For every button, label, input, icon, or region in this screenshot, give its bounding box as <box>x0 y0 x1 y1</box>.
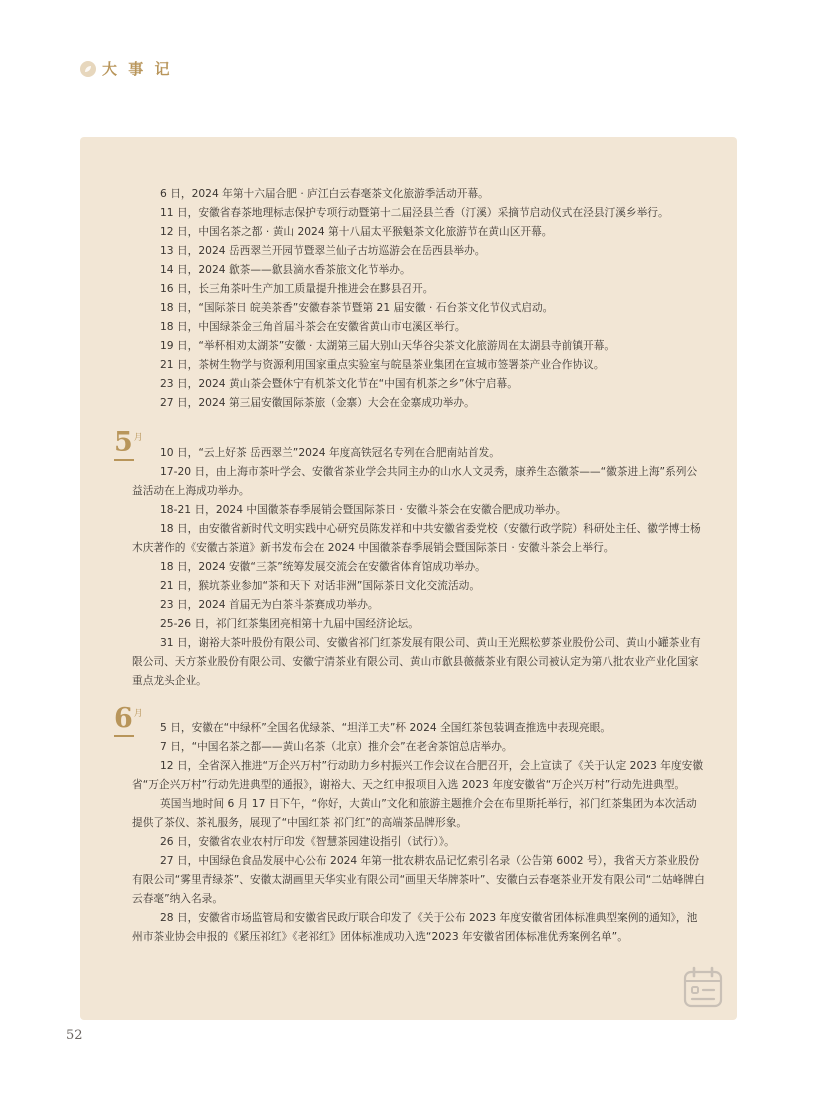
leaf-circle-icon <box>80 61 96 77</box>
event-entry: 13 日，2024 岳西翠兰开园节暨翠兰仙子古坊巡游会在岳西县举办。 <box>160 244 486 257</box>
event-entry: 16 日，长三角茶叶生产加工质量提升推进会在黟县召开。 <box>160 282 434 295</box>
event-entry: 11 日，安徽省春茶地理标志保护专项行动暨第十二届泾县兰香（汀溪）采摘节启动仪式在泾县汀溪乡举行。 <box>160 206 669 219</box>
section-title: 大 事 记 <box>102 60 173 78</box>
event-entry: 19 日，“举杯相劝太湖茶”安徽 · 太湖第三届大别山天华谷尖茶文化旅游周在太湖县寺前镇开幕。 <box>160 339 616 352</box>
content-panel <box>80 137 737 1020</box>
event-entry: 26 日，安徽省农业农村厅印发《智慧茶园建设指引（试行）》。 <box>160 835 455 848</box>
event-entry: 18-21 日，2024 中国徽茶春季展销会暨国际茶日 · 安徽斗茶会在安徽合肥成功举办。 <box>160 503 567 516</box>
event-entry: 5 日，安徽在“中绿杯”全国名优绿茶、“坦洋工夫”杯 2024 全国红茶包装调查推选中表现亮眼。 <box>160 721 612 734</box>
event-entry: 17-20 日，由上海市茶叶学会、安徽省茶业学会共同主办的山水人文灵秀，康养生态徽茶——“徽茶进上海”系列公益活动在上海成功举办。 <box>132 465 698 497</box>
event-entry: 31 日，谢裕大茶叶股份有限公司、安徽省祁门红茶发展有限公司、黄山王光熙松萝茶业股份公司、黄山小罐茶业有限公司、天方茶业股份有限公司、安徽宁清茶业有限公司、黄山市歙县薇薇茶业有限公司被认定为第八批农业产业化国家重点龙头企业。 <box>132 636 701 687</box>
event-entry: 27 日，中国绿色食品发展中心公布 2024 年第一批农耕农品记忆索引名录（公告第 6002 号），我省天方茶业股份有限公司“雾里青绿茶”、安徽太湖画里天华实业有限公司“画里天华牌茶叶”、安徽白云春毫茶业开发有限公司“二姑峰牌白云春毫”纳入名录。 <box>132 854 705 905</box>
event-entry: 10 日，“云上好茶 岳西翠兰”2024 年度高铁冠名专列在合肥南站首发。 <box>160 446 500 459</box>
event-entry: 21 日，猴坑茶业参加“茶和天下 对话非洲”国际茶日文化交流活动。 <box>160 579 481 592</box>
calendar-icon <box>682 965 724 1013</box>
event-entry: 18 日，由安徽省新时代文明实践中心研究员陈发祥和中共安徽省委党校（安徽行政学院）科研处主任、徽学博士杨木庆著作的《安徽古茶道》新书发布会在 2024 中国徽茶春季展销会暨国际茶日 · 安徽斗茶会上举行。 <box>132 522 701 554</box>
month-unit: 月 <box>133 433 143 443</box>
event-entry: 18 日，2024 安徽“三茶”统筹发展交流会在安徽省体育馆成功举办。 <box>160 560 486 573</box>
month-unit: 月 <box>133 709 143 719</box>
event-entry: 18 日，中国绿茶金三角首届斗茶会在安徽省黄山市屯溪区举行。 <box>160 320 466 333</box>
june-entries <box>132 718 707 946</box>
event-entry: 27 日，2024 第三届安徽国际茶旅（金寨）大会在金寨成功举办。 <box>160 396 475 409</box>
month-underline <box>114 459 134 461</box>
event-entry: 12 日，中国名茶之都 · 黄山 2024 第十八届太平猴魁茶文化旅游节在黄山区开幕。 <box>160 225 553 238</box>
event-entry: 21 日，茶树生物学与资源利用国家重点实验室与皖垦茶业集团在宣城市签署茶产业合作协议。 <box>160 358 605 371</box>
event-entry: 25-26 日，祁门红茶集团亮相第十九届中国经济论坛。 <box>160 617 419 630</box>
event-entry: 7 日，“中国名茶之都——黄山名茶（北京）推介会”在老舍茶馆总店举办。 <box>160 740 513 753</box>
event-entry: 英国当地时间 6 月 17 日下午，“你好，大黄山”文化和旅游主题推介会在布里斯托举行，祁门红茶集团为本次活动提供了茶仪、茶礼服务，展现了“中国红茶 祁门红”的高端茶品牌形象。 <box>132 797 697 829</box>
month-number: 5 <box>114 427 133 458</box>
event-entry: 28 日，安徽省市场监管局和安徽省民政厅联合印发了《关于公布 2023 年度安徽省团体标准典型案例的通知》，池州市茶业协会申报的《紧压祁红》《老祁红》团体标准成功入选“2023 年安徽省团体标准优秀案例名单”。 <box>132 911 698 943</box>
event-entry: 12 日，全省深入推进“万企兴万村”行动助力乡村振兴工作会议在合肥召开，会上宣读了《关于认定 2023 年度安徽省“万企兴万村”行动先进典型的通报》，谢裕大、天之红申报项目入选 2023 年度安徽省“万企兴万村”行动先进典型。 <box>132 759 704 791</box>
month-underline <box>114 735 134 737</box>
page-number: 52 <box>66 1028 83 1043</box>
event-entry: 14 日，2024 歙茶——歙县滴水香茶旅文化节举办。 <box>160 263 411 276</box>
event-entry: 18 日，“国际茶日 皖美茶香”安徽春茶节暨第 21 届安徽 · 石台茶文化节仪式启动。 <box>160 301 554 314</box>
april-entries <box>132 184 707 412</box>
may-entries <box>132 443 707 690</box>
event-entry: 23 日，2024 黄山茶会暨休宁有机茶文化节在“中国有机茶之乡”休宁启幕。 <box>160 377 518 390</box>
page-header <box>80 58 172 79</box>
event-entry: 23 日，2024 首届无为白茶斗茶赛成功举办。 <box>160 598 379 611</box>
month-number: 6 <box>114 703 133 734</box>
event-entry: 6 日，2024 年第十六届合肥 · 庐江白云春毫茶文化旅游季活动开幕。 <box>160 187 489 200</box>
